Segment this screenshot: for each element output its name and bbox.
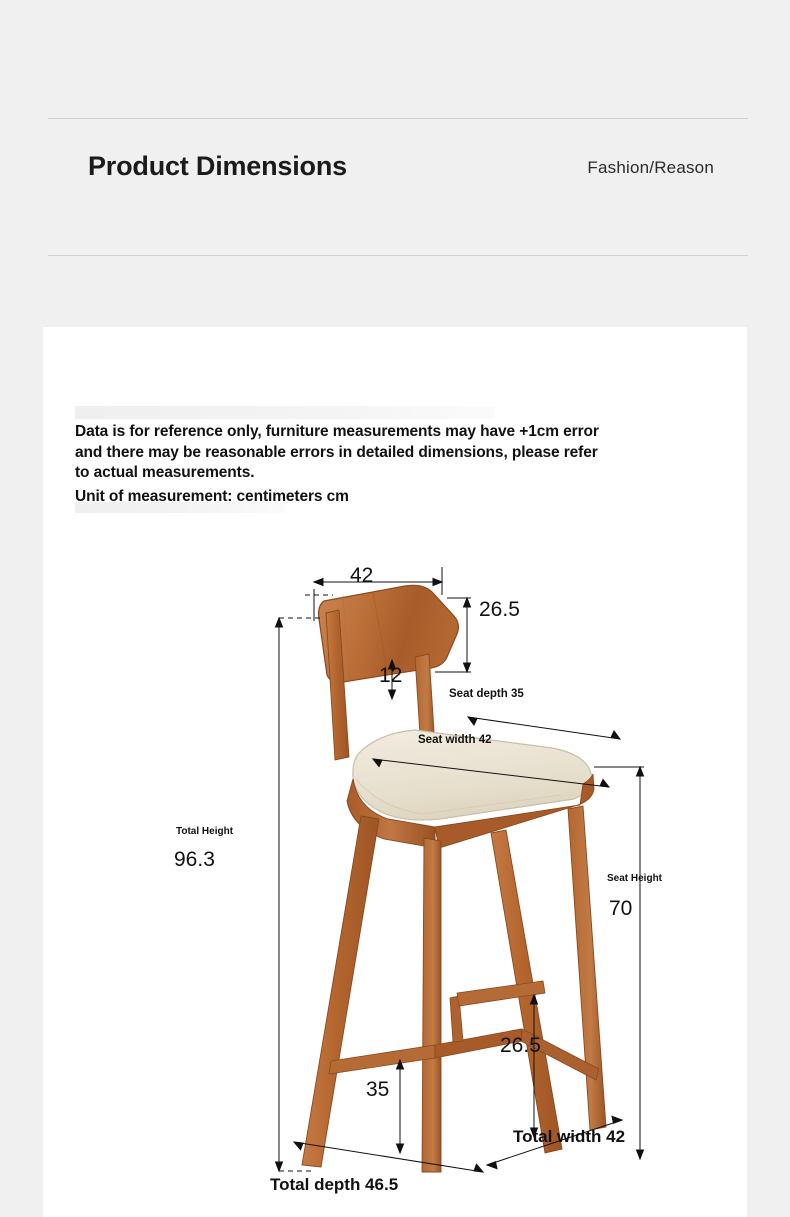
label-seat-depth: Seat depth 35 <box>449 688 524 700</box>
legs <box>302 806 606 1172</box>
label-footrest-front-height: 35 <box>366 1078 390 1101</box>
label-backrest-board-height: 12 <box>379 664 403 687</box>
label-seat-height-value: 70 <box>609 897 633 920</box>
dimension-diagram <box>43 327 747 1217</box>
label-seat-height-caption: Seat Height <box>607 873 663 884</box>
disclaimer-unit: Unit of measurement: centimeters cm <box>75 487 349 505</box>
label-footrest-side-height: 26.5 <box>500 1034 541 1057</box>
label-seat-width: Seat width 42 <box>418 734 492 746</box>
label-backrest-width: 42 <box>350 564 374 587</box>
label-total-width: Total width 42 <box>512 1127 626 1146</box>
label-total-height-caption: Total Height <box>176 826 234 837</box>
footrest-rails <box>329 981 599 1080</box>
content-card <box>43 327 747 1217</box>
label-backrest-height: 26.5 <box>479 598 520 621</box>
stool-drawing-svg <box>43 327 747 1217</box>
header-divider <box>48 255 748 256</box>
disclaimer-body: Data is for reference only, furniture measurements may have +1cm error and there may be reasonable errors in detailed dimensions, please refer to actual measurements. <box>75 423 599 482</box>
label-total-depth: Total depth 46.5 <box>270 1175 399 1194</box>
page-title: Product Dimensions <box>88 151 347 181</box>
page-header <box>48 118 748 255</box>
header-subtitle: Fashion/Reason <box>587 158 714 177</box>
label-total-height-value: 96.3 <box>174 848 215 871</box>
